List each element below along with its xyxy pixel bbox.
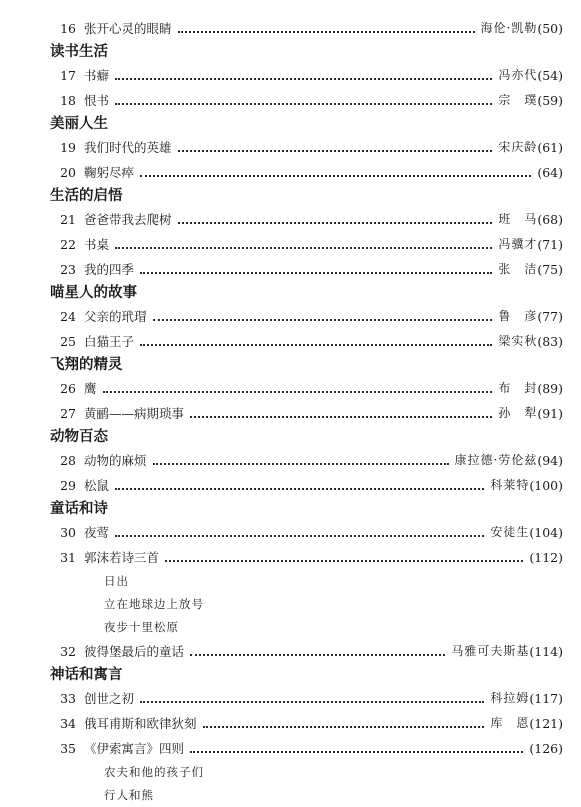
entry-number: 33 <box>60 691 76 706</box>
entry-number: 30 <box>60 525 76 540</box>
entry-title: 书癖 <box>84 68 110 83</box>
dot-leader <box>178 220 493 224</box>
dot-leader <box>153 461 449 465</box>
toc-entry[interactable] <box>50 304 563 329</box>
entry-author: 科拉姆 <box>490 691 530 705</box>
toc-entry[interactable] <box>50 135 563 160</box>
sub-entry: 行人和熊 <box>104 788 154 802</box>
entry-number: 18 <box>60 93 76 108</box>
entry-author: 布 封 <box>498 381 538 395</box>
entry-author: 康拉德·劳伦兹 <box>454 453 538 467</box>
entry-title: 夜莺 <box>84 525 110 540</box>
entry-number: 25 <box>60 334 76 349</box>
toc-list <box>50 16 563 807</box>
entry-title: 鞠躬尽瘁 <box>84 165 135 180</box>
toc-entry[interactable] <box>50 639 563 664</box>
entry-author: 鲁 彦 <box>498 309 538 323</box>
entry-number: 22 <box>60 237 76 252</box>
entry-number: 28 <box>60 453 76 468</box>
entry-number: 26 <box>60 381 76 396</box>
entry-author: 科莱特 <box>490 478 530 492</box>
entry-number: 17 <box>60 68 76 83</box>
toc-entry[interactable] <box>50 63 563 88</box>
entry-author: 梁实秋 <box>498 334 538 348</box>
sub-entry: 立在地球边上放号 <box>104 597 204 611</box>
dot-leader <box>203 724 485 728</box>
section-heading: 飞翔的精灵 <box>50 357 123 373</box>
entry-number: 32 <box>60 644 76 659</box>
entry-number: 21 <box>60 212 76 227</box>
entry-page-number: (94) <box>537 453 563 468</box>
entry-title: 张开心灵的眼睛 <box>84 21 172 36</box>
entry-title: 鹰 <box>84 381 97 396</box>
entry-page-number: (77) <box>537 309 563 324</box>
entry-author: 孙 犁 <box>498 406 538 420</box>
dot-leader <box>190 414 492 418</box>
dot-leader <box>165 558 523 562</box>
entry-title: 郭沫若诗三首 <box>84 550 160 565</box>
entry-page-number: (50) <box>537 21 563 36</box>
entry-title: 俄耳甫斯和欧律狄刻 <box>84 716 197 731</box>
entry-number: 24 <box>60 309 76 324</box>
toc-entry[interactable] <box>50 736 563 761</box>
entry-author: 班 马 <box>498 212 538 226</box>
dot-leader <box>115 101 492 105</box>
entry-page-number: (117) <box>529 691 563 706</box>
dot-leader <box>140 270 492 274</box>
entry-page-number: (71) <box>537 237 563 252</box>
toc-entry[interactable] <box>50 232 563 257</box>
section-heading: 美丽人生 <box>50 116 108 132</box>
entry-title: 创世之初 <box>84 691 135 706</box>
toc-entry[interactable] <box>50 545 563 570</box>
entry-title: 彼得堡最后的童话 <box>84 644 185 659</box>
dot-leader <box>115 76 492 80</box>
entry-author: 库 恩 <box>490 716 530 730</box>
sub-entry: 夜步十里松原 <box>104 620 179 634</box>
toc-entry[interactable] <box>50 16 563 41</box>
toc-entry[interactable] <box>50 160 563 185</box>
section-heading: 喵星人的故事 <box>50 285 137 301</box>
entry-page-number: (59) <box>537 93 563 108</box>
entry-page-number: (64) <box>537 165 563 180</box>
entry-number: 27 <box>60 406 76 421</box>
entry-number: 20 <box>60 165 76 180</box>
entry-page-number: (104) <box>529 525 563 540</box>
entry-number: 16 <box>60 21 76 36</box>
entry-number: 19 <box>60 140 76 155</box>
entry-page-number: (91) <box>537 406 563 421</box>
entry-page-number: (54) <box>537 68 563 83</box>
entry-title: 我的四季 <box>84 262 135 277</box>
toc-entry[interactable] <box>50 376 563 401</box>
dot-leader <box>140 173 531 177</box>
entry-title: 书桌 <box>84 237 110 252</box>
toc-entry[interactable] <box>50 686 563 711</box>
dot-leader <box>140 699 484 703</box>
toc-entry[interactable] <box>50 448 563 473</box>
entry-author: 冯亦代 <box>498 68 538 82</box>
section-heading: 生活的启悟 <box>50 188 123 204</box>
dot-leader <box>103 389 493 393</box>
entry-number: 23 <box>60 262 76 277</box>
entry-page-number: (121) <box>529 716 563 731</box>
entry-title: 爸爸带我去爬树 <box>84 212 172 227</box>
entry-title: 动物的麻烦 <box>84 453 147 468</box>
toc-entry[interactable] <box>50 329 563 354</box>
entry-page-number: (126) <box>529 741 563 756</box>
entry-author: 宗 璞 <box>498 93 538 107</box>
entry-title: 黄鹂——病期琐事 <box>84 406 185 421</box>
entry-title: 松鼠 <box>84 478 110 493</box>
dot-leader <box>178 148 493 152</box>
entry-page-number: (89) <box>537 381 563 396</box>
dot-leader <box>153 317 493 321</box>
toc-entry[interactable] <box>50 401 563 426</box>
dot-leader <box>190 652 445 656</box>
toc-entry[interactable] <box>50 711 563 736</box>
dot-leader <box>140 342 492 346</box>
entry-page-number: (114) <box>529 644 563 659</box>
entry-title: 白猫王子 <box>84 334 135 349</box>
section-heading: 读书生活 <box>50 44 108 60</box>
dot-leader <box>178 29 475 33</box>
entry-title: 恨书 <box>84 93 110 108</box>
section-heading: 动物百态 <box>50 429 108 445</box>
entry-author: 马雅可夫斯基 <box>451 644 530 658</box>
toc-entry[interactable] <box>50 473 563 498</box>
dot-leader <box>115 486 484 490</box>
entry-title: 《伊索寓言》四则 <box>84 741 185 756</box>
entry-page-number: (83) <box>537 334 563 349</box>
toc-entry[interactable] <box>50 207 563 232</box>
dot-leader <box>190 749 523 753</box>
entry-author: 张 洁 <box>498 262 538 276</box>
entry-number: 34 <box>60 716 76 731</box>
toc-entry[interactable] <box>50 88 563 113</box>
toc-entry[interactable] <box>50 257 563 282</box>
toc-entry[interactable] <box>50 520 563 545</box>
entry-page-number: (75) <box>537 262 563 277</box>
section-heading: 神话和寓言 <box>50 667 123 683</box>
dot-leader <box>115 245 492 249</box>
entry-author: 冯骥才 <box>498 237 538 251</box>
sub-entry: 农夫和他的孩子们 <box>104 765 204 779</box>
entry-number: 35 <box>60 741 76 756</box>
entry-author: 宋庆龄 <box>498 140 538 154</box>
entry-author: 安徒生 <box>490 525 530 539</box>
entry-author: 海伦·凯勒 <box>480 21 538 35</box>
entry-title: 父亲的玳瑁 <box>84 309 147 324</box>
sub-entry: 日出 <box>104 574 129 588</box>
section-heading: 童话和诗 <box>50 501 108 517</box>
entry-page-number: (100) <box>529 478 563 493</box>
entry-title: 我们时代的英雄 <box>84 140 172 155</box>
dot-leader <box>115 533 484 537</box>
entry-number: 29 <box>60 478 76 493</box>
entry-page-number: (68) <box>537 212 563 227</box>
entry-page-number: (61) <box>537 140 563 155</box>
entry-page-number: (112) <box>529 550 563 565</box>
entry-number: 31 <box>60 550 76 565</box>
